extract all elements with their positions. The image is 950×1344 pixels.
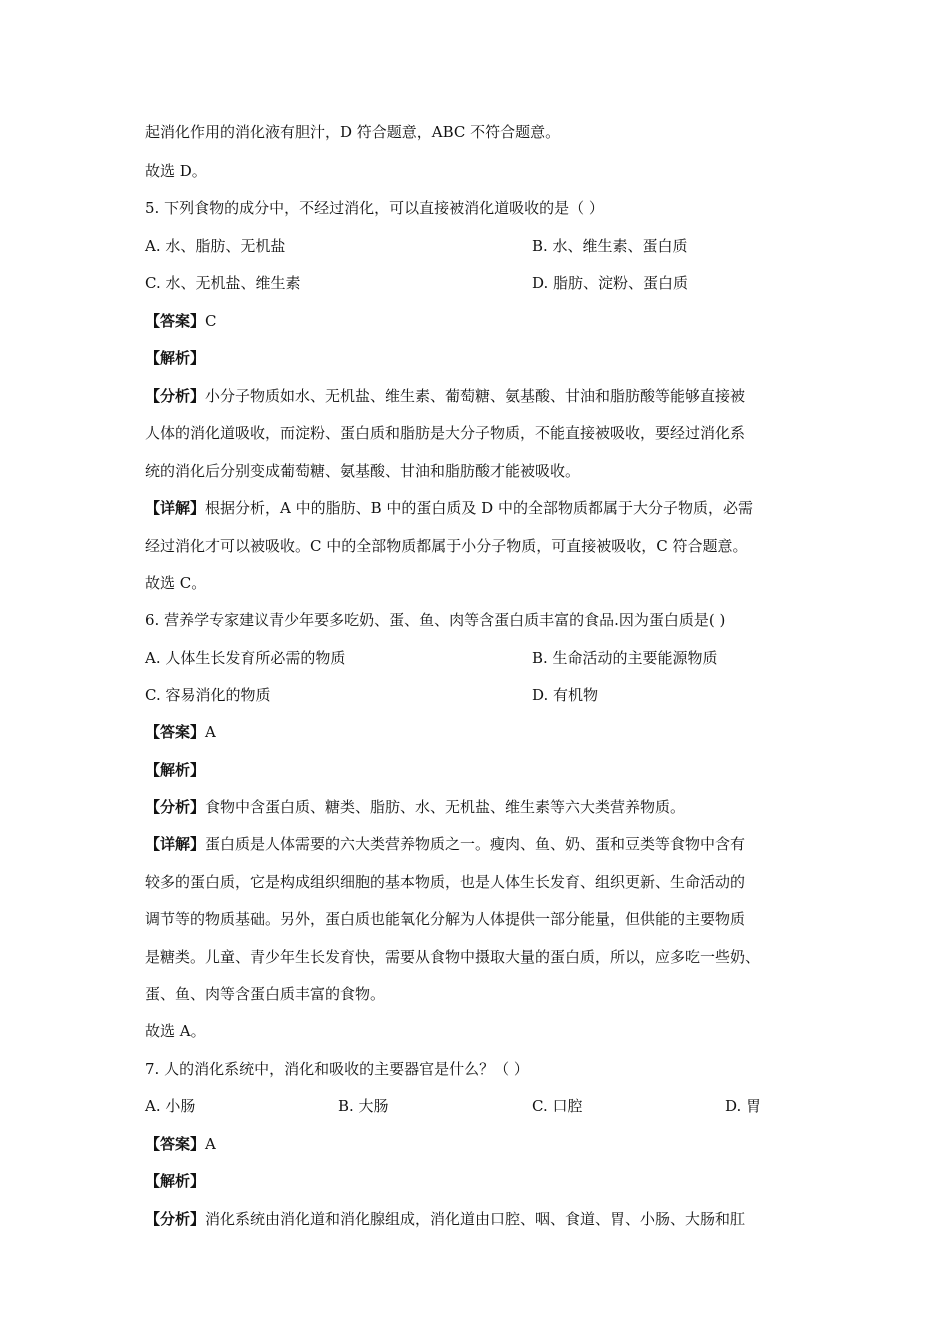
q5-option-c: C. 水、无机盐、维生素 xyxy=(145,274,301,292)
fenxi-tag: 【分析】 xyxy=(145,798,206,816)
xiangjie-text: 蛋白质是人体需要的六大类营养物质之一。瘦肉、鱼、奶、蛋和豆类等食物中含有 xyxy=(205,835,746,853)
text-line: 起消化作用的消化液有胆汁，D 符合题意，ABC 不符合题意。 xyxy=(145,123,561,141)
xiangjie-tag: 【详解】 xyxy=(145,835,206,853)
fenxi-text: 小分子物质如水、无机盐、维生素、葡萄糖、氨基酸、甘油和脂肪酸等能够直接被 xyxy=(205,387,746,405)
q7-analysis-heading: 【解析】 xyxy=(145,1172,206,1190)
q6-select-line: 故选 A。 xyxy=(145,1022,206,1040)
q6-fenxi-line-1 xyxy=(145,796,815,818)
q5-fenxi-line-2: 人体的消化道吸收，而淀粉、蛋白质和脂肪是大分子物质，不能直接被吸收，要经过消化系 xyxy=(145,424,746,442)
xiangjie-text: 根据分析，A 中的脂肪、B 中的蛋白质及 D 中的全部物质都属于大分子物质，必需 xyxy=(205,499,753,517)
q5-select-line: 故选 C。 xyxy=(145,574,207,592)
q6-option-d: D. 有机物 xyxy=(532,686,599,704)
answer-value: C xyxy=(205,312,217,330)
q6-option-c: C. 容易消化的物质 xyxy=(145,686,271,704)
q7-answer-line xyxy=(145,1133,815,1155)
q6-xiangjie-line-4: 是糖类。儿童、青少年生长发育快，需要从食物中摄取大量的蛋白质，所以，应多吃一些奶、 xyxy=(145,948,761,966)
xiangjie-tag: 【详解】 xyxy=(145,499,206,517)
fenxi-text: 消化系统由消化道和消化腺组成，消化道由口腔、咽、食道、胃、小肠、大肠和肛 xyxy=(205,1210,746,1228)
q6-analysis-heading: 【解析】 xyxy=(145,761,206,779)
q6-answer-line xyxy=(145,721,815,743)
q7-option-d: D. 胃 xyxy=(725,1097,762,1115)
fenxi-text: 食物中含蛋白质、糖类、脂肪、水、无机盐、维生素等六大类营养物质。 xyxy=(205,798,686,816)
answer-value: A xyxy=(205,723,216,741)
q6-xiangjie-line-5: 蛋、鱼、肉等含蛋白质丰富的食物。 xyxy=(145,985,386,1003)
q6-option-b: B. 生命活动的主要能源物质 xyxy=(532,649,718,667)
question-5-stem: 5. 下列食物的成分中，不经过消化，可以直接被消化道吸收的是（ ） xyxy=(145,199,604,217)
q5-option-d: D. 脂肪、淀粉、蛋白质 xyxy=(532,274,689,292)
select-line: 故选 D。 xyxy=(145,162,207,180)
q5-xiangjie-line-2: 经过消化才可以被吸收。C 中的全部物质都属于小分子物质，可直接被吸收，C 符合题意。 xyxy=(145,537,748,555)
q5-answer-line xyxy=(145,310,815,332)
q6-option-a: A. 人体生长发育所必需的物质 xyxy=(145,649,346,667)
answer-tag: 【答案】 xyxy=(145,723,206,741)
answer-tag: 【答案】 xyxy=(145,312,206,330)
q5-xiangjie-line-1 xyxy=(145,497,815,519)
answer-value: A xyxy=(205,1135,216,1153)
q5-option-b: B. 水、维生素、蛋白质 xyxy=(532,237,688,255)
q6-xiangjie-line-1 xyxy=(145,833,815,855)
q5-option-a: A. 水、脂肪、无机盐 xyxy=(145,237,286,255)
q6-xiangjie-line-3: 调节等的物质基础。另外，蛋白质也能氧化分解为人体提供一部分能量，但供能的主要物质 xyxy=(145,910,746,928)
q6-xiangjie-line-2: 较多的蛋白质，它是构成组织细胞的基本物质，也是人体生长发育、组织更新、生命活动的 xyxy=(145,873,746,891)
q5-fenxi-line-1 xyxy=(145,385,815,407)
fenxi-tag: 【分析】 xyxy=(145,387,206,405)
q5-analysis-heading: 【解析】 xyxy=(145,349,206,367)
q7-option-a: A. 小肠 xyxy=(145,1097,196,1115)
question-6-stem: 6. 营养学专家建议青少年要多吃奶、蛋、鱼、肉等含蛋白质丰富的食品.因为蛋白质是( ) xyxy=(145,611,726,629)
question-7-stem: 7. 人的消化系统中，消化和吸收的主要器官是什么？（ ） xyxy=(145,1060,529,1078)
q5-fenxi-line-3: 统的消化后分别变成葡萄糖、氨基酸、甘油和脂肪酸才能被吸收。 xyxy=(145,462,581,480)
q7-option-c: C. 口腔 xyxy=(532,1097,583,1115)
q7-option-b: B. 大肠 xyxy=(338,1097,389,1115)
fenxi-tag: 【分析】 xyxy=(145,1210,206,1228)
answer-tag: 【答案】 xyxy=(145,1135,206,1153)
q7-fenxi-line-1 xyxy=(145,1208,815,1230)
